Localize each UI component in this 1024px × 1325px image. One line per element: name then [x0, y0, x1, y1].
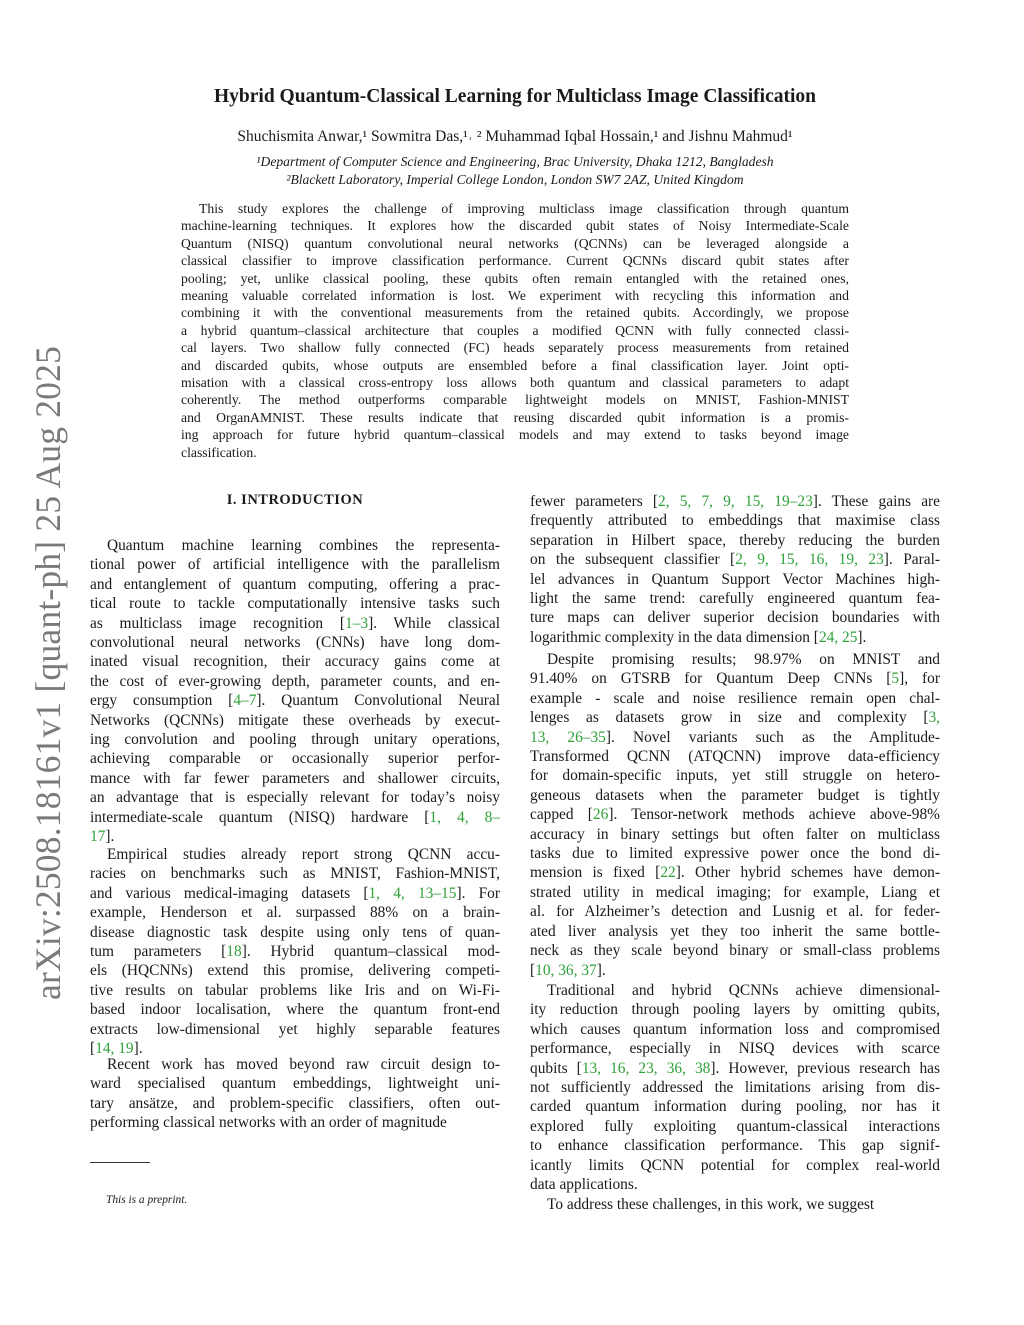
abstract-line: misation with a classical cross-entropy loss allows both quantum and classical parameters to adapt: [181, 375, 849, 391]
citation[interactable]: 13, 16, 23, 36, 38: [581, 1059, 711, 1077]
left-paragraph-1: [90, 536, 500, 847]
abstract: [181, 200, 849, 461]
text-line: icantly limits QCNN potential for complex real-world: [530, 1156, 940, 1174]
text-line: convolutional neural networks (CNNs) have long dom-: [90, 634, 500, 652]
abstract-line: machine-learning techniques. It explores how the discarded qubit states of Noisy Intermediate-Scale: [181, 218, 849, 234]
text-line: for domain-specific inputs, yet still struggle on hetero-: [530, 767, 940, 785]
text-line: 13, 26–35]. Novel variants such as the Amplitude-: [530, 728, 941, 746]
text-line: explored fully exploiting quantum-classical interactions: [530, 1117, 940, 1135]
text-line: disease diagnostic task despite using only tens of quan-: [90, 923, 500, 941]
citation[interactable]: 18: [226, 943, 242, 961]
text-line: and entanglement of quantum computing, offering a prac-: [90, 575, 500, 593]
abstract-line: and discarded qubits, whose outputs are ensembled before a final classification layer. Joint opti-: [181, 357, 849, 373]
text-line: on the subsequent classifier [2, 9, 15, 16, 19, 23]. Paral-: [530, 551, 940, 569]
text-line: inated visual recognition, their accuracy gains come at: [90, 653, 500, 671]
citation[interactable]: 2, 9, 15, 16, 19, 23: [735, 551, 884, 569]
text-line: Networks (QCNNs) mitigate these overheads by execut-: [90, 711, 500, 729]
text-line: frequently attributed to embeddings that maximise class: [530, 512, 940, 530]
text-line: ture maps can deliver superior decision boundaries with: [530, 609, 940, 627]
text-line: mension is fixed [22]. Other hybrid schemes have demon-: [530, 864, 940, 882]
text-line: light the same trend: carefully engineered quantum fea-: [530, 590, 940, 608]
abstract-line: meaning valuable correlated information is lost. We experiment with recycling this information and: [181, 288, 849, 304]
abstract-line: pooling; yet, unlike classical pooling, these qubits often remain entangled with the retained ones,: [181, 270, 849, 286]
text-line: achieving comparable or occasionally superior perfor-: [90, 750, 500, 768]
text-line: logarithmic complexity in the data dimension [24, 25].: [530, 628, 867, 646]
text-line: tary ansätze, and problem-specific classifiers, often out-: [90, 1094, 500, 1112]
text-line: tional power of artificial intelligence with the parallelism: [90, 556, 500, 574]
abstract-line: combining it with the conventional measurements from the retained qubits. Accordingly, we propose: [181, 305, 849, 321]
text-line: performing classical networks with an order of magnitude: [90, 1114, 447, 1132]
text-line: data applications.: [530, 1176, 638, 1194]
text-line: strated utility in medical imaging; for example, Liang et: [530, 883, 940, 901]
affiliation-2: ²Blackett Laboratory, Imperial College London, London SW7 2AZ, United Kingdom: [286, 172, 744, 187]
text-line: ated liver analysis yet they too inherit the same bottle-: [530, 922, 940, 940]
text-line: To address these challenges, in this work, we suggest: [547, 1196, 875, 1213]
text-line: al. for Alzheimer’s detection and Lusnig et al. for feder-: [530, 903, 940, 921]
citation[interactable]: 4–7: [233, 692, 257, 710]
citation[interactable]: 13, 26–35: [530, 728, 606, 746]
text-line: lenges as datasets grow in size and complexity [3,: [530, 709, 940, 727]
arxiv-identifier-stamp: arXiv:2508.18161v1 [quant-ph] 25 Aug 2025: [28, 345, 68, 1000]
text-line: racies on benchmarks such as MNIST, Fashion-MNIST,: [90, 865, 500, 883]
text-line: Traditional and hybrid QCNNs achieve dimensional-: [547, 982, 940, 999]
text-line: which causes quantum information loss and compromised: [530, 1020, 940, 1038]
text-line: accuracy in binary settings but often falter on multiclass: [530, 825, 940, 843]
text-line: Quantum machine learning combines the representa-: [107, 537, 500, 554]
right-paragraph-2: [530, 650, 940, 980]
text-line: tasks due to limited expressive power once the bond di-: [530, 845, 940, 863]
text-line: 91.40% on GTSRB for Quantum Deep CNNs [5], for: [530, 670, 940, 688]
abstract-line: cal layers. Two shallow fully connected (FC) heads separately process measurements from retained: [181, 340, 849, 356]
text-line: [14, 19].: [90, 1040, 143, 1058]
abstract-line: This study explores the challenge of improving multiclass image classification through quantum: [199, 201, 849, 216]
abstract-line: Quantum (NISQ) quantum convolutional neural networks (QCNNs) can be leveraged alongside a: [181, 235, 849, 251]
citation[interactable]: 26: [592, 806, 609, 824]
text-line: separation in Hilbert space, thereby reducing the burden: [530, 531, 940, 549]
footnote-rule: [90, 1162, 150, 1163]
text-line: els (HQCNNs) extend this promise, delivering competi-: [90, 962, 500, 980]
text-line: [10, 36, 37].: [530, 961, 606, 979]
text-line: Despite promising results; 98.97% on MNIST and: [547, 651, 940, 668]
text-line: performance, especially in NISQ devices with scarce: [530, 1040, 940, 1058]
citation[interactable]: 2, 5, 7, 9, 15, 19–23: [658, 493, 813, 510]
citation[interactable]: 14, 19: [95, 1040, 134, 1058]
text-line: carded quantum information during pooling, nor has it: [530, 1098, 940, 1116]
text-line: Empirical studies already report strong QCNN accu-: [107, 846, 500, 863]
text-line: capped [26]. Tensor-network methods achieve above-98%: [530, 806, 940, 824]
abstract-line: a hybrid quantum–classical architecture that couples a modified QCNN with fully connected classi-: [181, 322, 849, 338]
left-paragraph-3: [90, 1055, 500, 1133]
text-line: lel advances in Quantum Support Vector Machines high-: [530, 570, 940, 588]
text-line: based indoor localisation, where the quantum front-end: [90, 1001, 500, 1019]
text-line: intermediate-scale quantum (NISQ) hardware [1, 4, 8–: [90, 808, 501, 826]
citation[interactable]: 17: [90, 828, 106, 846]
text-line: geneous datasets when the parameter budget is tightly: [530, 786, 940, 804]
text-line: tive results on tabular problems like Iris and on Wi-Fi-: [90, 981, 500, 999]
text-line: Transformed QCNN (ATQCNN) improve data-efficiency: [530, 748, 940, 766]
abstract-line: ing approach for future hybrid quantum–classical models and may extend to tasks beyond image: [181, 427, 849, 443]
section-heading-introduction: I. INTRODUCTION: [226, 492, 364, 508]
affiliation-1: ¹Department of Computer Science and Engineering, Brac University, Dhaka 1212, Bangladesh: [256, 154, 774, 169]
text-line: not sufficiently addressed the limitations arising from dis-: [530, 1079, 940, 1097]
right-paragraph-4: [530, 1195, 940, 1214]
left-paragraph-2: [90, 845, 500, 1058]
citation[interactable]: 3,: [928, 709, 940, 727]
text-line: qubits [13, 16, 23, 36, 38]. However, previous research has: [530, 1059, 941, 1077]
citation[interactable]: 5: [891, 670, 900, 688]
text-line: ing convolution and pooling through unitary operations,: [90, 731, 500, 749]
text-line: extracts low-dimensional yet highly separable features: [90, 1020, 500, 1038]
text-line: ity reduction through pooling layers by omitting qubits,: [530, 1001, 940, 1019]
citation[interactable]: 1, 4, 8–: [429, 808, 501, 826]
abstract-line: classification.: [181, 444, 257, 460]
text-line: and various medical-imaging datasets [1, 4, 13–15]. For: [90, 884, 500, 902]
paper-title: Hybrid Quantum-Classical Learning for Multiclass Image Classification: [214, 86, 816, 107]
text-line: example - scale and noise resilience remain open chal-: [530, 689, 940, 707]
text-line: to enhance classification performance. This gap signif-: [530, 1137, 940, 1155]
abstract-line: classical classifier to improve classification performance. Current QCNNs discard qubit states after: [181, 253, 849, 269]
text-line: 17].: [90, 828, 115, 846]
right-paragraph-3: [530, 981, 940, 1194]
text-line: the cost of ever-growing depth, parameter counts, and en-: [90, 672, 500, 690]
text-line: Recent work has moved beyond raw circuit design to-: [107, 1056, 500, 1073]
text-line: tical route to tackle computationally intensive tasks such: [90, 595, 500, 613]
citation[interactable]: 1–3: [345, 614, 369, 632]
text-line: ward specialised quantum embeddings, lightweight uni-: [90, 1075, 500, 1093]
text-line: an advantage that is especially relevant for today’s noisy: [90, 789, 500, 807]
text-line: example, Henderson et al. surpassed 88% on a brain-: [90, 904, 500, 922]
right-paragraph-1: [530, 492, 940, 647]
text-line: fewer parameters [2, 5, 7, 9, 15, 19–23]. These gains are: [530, 493, 941, 510]
text-line: as multiclass image recognition [1–3]. While classical: [90, 614, 500, 632]
citation[interactable]: 10, 36, 37: [535, 961, 597, 979]
footnote: This is a preprint.: [106, 1194, 188, 1206]
text-line: mance with far fewer parameters and shallower circuits,: [90, 769, 500, 787]
author-list: Shuchismita Anwar,¹ Sowmitra Das,¹˒ ² Muhammad Iqbal Hossain,¹ and Jishnu Mahmud¹: [237, 128, 793, 145]
citation[interactable]: 24, 25: [818, 628, 858, 646]
citation[interactable]: 1, 4, 13–15: [368, 884, 457, 902]
text-line: tum parameters [18]. Hybrid quantum–classical mod-: [90, 943, 500, 961]
citation[interactable]: 22: [660, 864, 676, 882]
text-line: neck as they scale beyond binary or small-class problems: [530, 942, 940, 960]
abstract-line: coherently. The method outperforms comparable lightweight models on MNIST, Fashion-MNIST: [181, 392, 849, 408]
abstract-line: and OrganAMNIST. These results indicate that reusing discarded qubit information is a promis-: [181, 409, 849, 425]
text-line: ergy consumption [4–7]. Quantum Convolutional Neural: [90, 692, 500, 710]
